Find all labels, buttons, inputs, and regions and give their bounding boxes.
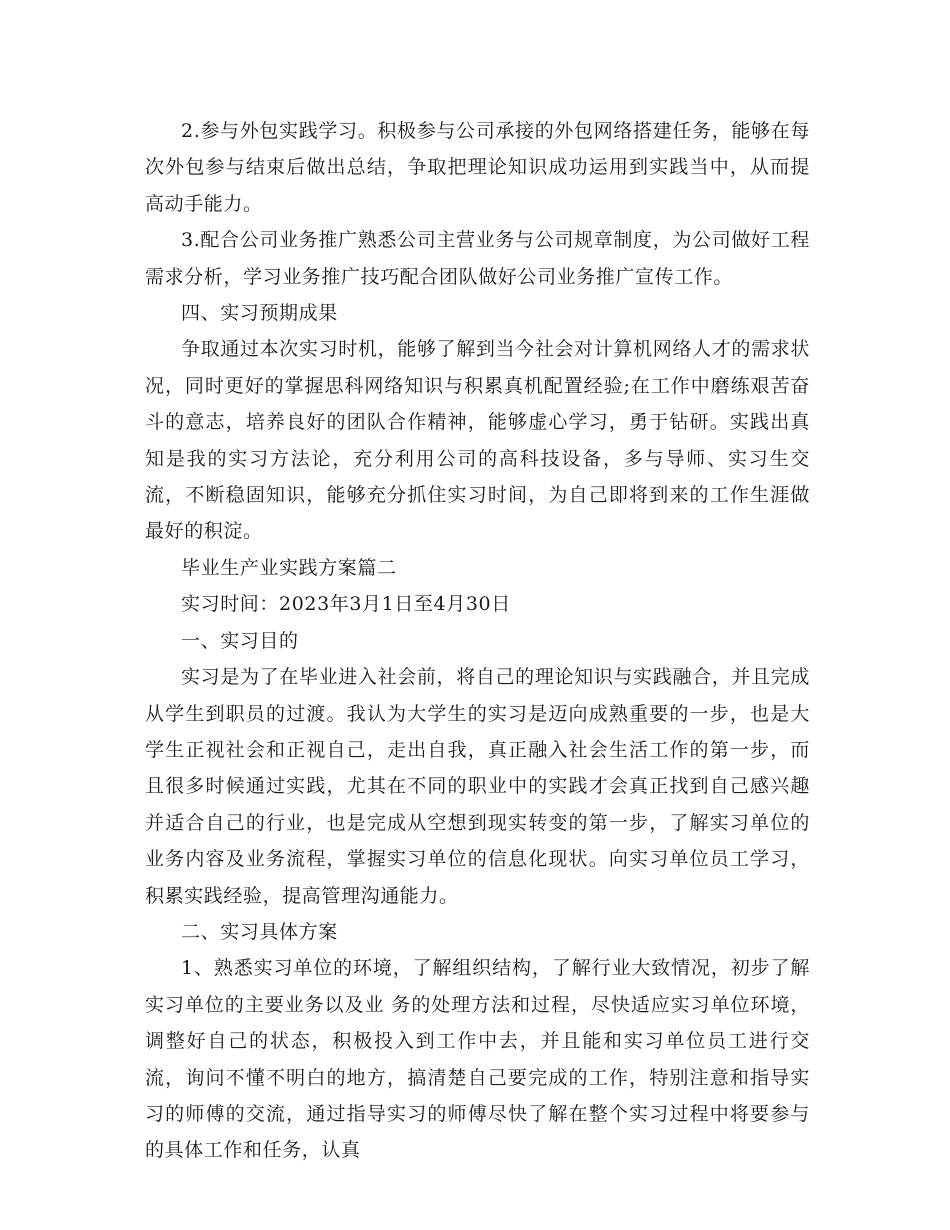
paragraph-outsourcing-practice: 2.参与外包实践学习。积极参与公司承接的外包网络搭建任务，能够在每次外包参与结束后做出总结，争取把理论知识成功运用到实践当中，从而提高动手能力。: [145, 120, 810, 215]
section-heading-purpose: 一、实习目的: [181, 629, 299, 652]
document-body: [145, 113, 810, 1169]
section-heading-plan: 二、实习具体方案: [181, 920, 338, 943]
paragraph-business-promotion: 3.配合公司业务推广熟悉公司主营业务与公司规章制度，为公司做好工程需求分析，学习业务推广技巧配合团队做好公司业务推广宣传工作。: [145, 229, 810, 288]
paragraph-expected-results: 争取通过本次实习时机，能够了解到当今社会对计算机网络人才的需求状况，同时更好的掌握思科网络知识与积累真机配置经验;在工作中磨练艰苦奋斗的意志，培养良好的团队合作精神，能够虚心学习，勇于钻研。实践出真知是我的实习方法论，充分利用公司的高科技设备，多与导师、实习生交流，不断稳固知识，能够充分抓住实习时间，为自己即将到来的工作生涯做最好的积淀。: [145, 338, 810, 543]
paragraph-purpose: 实习是为了在毕业进入社会前，将自己的理论知识与实践融合，并且完成从学生到职员的过渡。我认为大学生的实习是迈向成熟重要的一步，也是大学生正视社会和正视自己，走出自我，真正融入社会生活工作的第一步，而且很多时候通过实践，尤其在不同的职业中的实践才会真正找到自己感兴趣并适合自己的行业，也是完成从空想到现实转变的第一步，了解实习单位的业务内容及业务流程，掌握实习单位的信息化现状。向实习单位员工学习，积累实践经验，提高管理沟通能力。: [145, 666, 810, 907]
section-heading-expected-results: 四、实习预期成果: [181, 302, 338, 325]
internship-period: 实习时间：2023年3月1日至4月30日: [181, 593, 511, 616]
chapter-title-part-two: 毕业生产业实践方案篇二: [181, 556, 397, 579]
paragraph-plan-item-1: 1、熟悉实习单位的环境，了解组织结构，了解行业大致情况，初步了解实习单位的主要业务以及业 务的处理方法和过程，尽快适应实习单位环境，调整好自己的状态，积极投入到工作中去，并且能和实习单位员工进行交流，询问不懂不明白的地方，搞清楚自己要完成的工作，特别注意和指导实习的师傅的交流，通过指导实习的师傅尽快了解在整个实习过程中将要参与的具体工作和任务，认真: [145, 957, 810, 1162]
